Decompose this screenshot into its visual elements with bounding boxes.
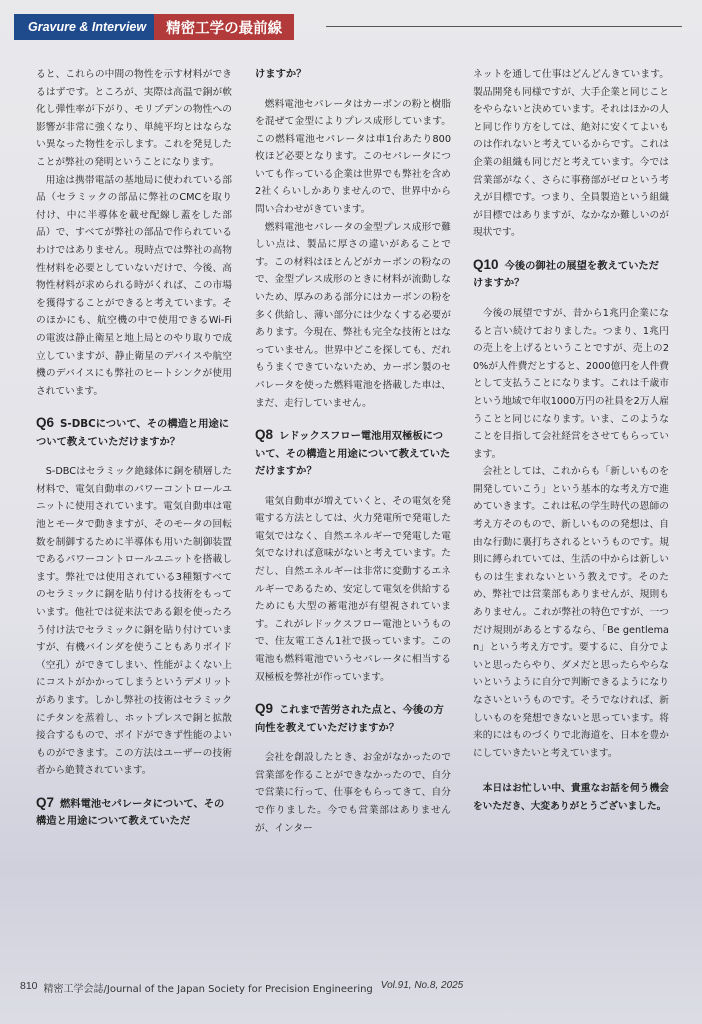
column-3 bbox=[473, 66, 669, 816]
question-heading bbox=[255, 426, 451, 481]
section-header bbox=[14, 14, 294, 40]
body-paragraph: 燃料電池セパレータはカーボンの粉と樹脂を混ぜて金型によりプレス成形しています。この燃料電池セパレータは車1台あたり800枚ほど必要となります。このセパレータについても作っている企業は世界でも弊社を含め2社くらいしかありませんので、世界中から問い合わせがきています。 bbox=[255, 98, 451, 216]
body-paragraph: 今後の展望ですが、昔から1兆円企業になると言い続けておりました。つまり、1兆円の売上を上げるということですが、売上の20%が人件費だとすると、2000億円を人件費として支払うことになります。これは千歳市という地域で年収1000万円の社員を2万人雇うことと同じになります。いま、このようなことを目指して会社経営をさせてもらっています。 bbox=[473, 307, 669, 460]
header-rule bbox=[326, 26, 682, 27]
question-number: Q8 bbox=[255, 427, 274, 443]
body-paragraph: 燃料電池セパレータの金型プレス成形で難しい点は、製品に厚さの違いがあることです。この材料はほとんどがカーボンの粉なので、金型プレス成形のときに材料が流動しないため、厚みのある部分にはカーボンの粉を多く供給し、薄い部分には少なくする必要があります。今現在、弊社も完全な技術とはなっていません。世界中どこを探しても、だれもうまくできていないため、カーボン製のセパレータを使った燃料電池を搭載した車は、まだ、走行していません。 bbox=[255, 221, 451, 409]
body-paragraph: ネットを通して仕事はどんどんきています。製品開発も同様ですが、大手企業と同じことをやらないと決めています。それはほかの人と同じ作り方をしては、絶対に安くてよいものは作れないと考えているからです。これは企業の組織も同じだと考えています。今では営業部がなく、さらに事務部がゼロという考えが目標です。つまり、全員製造という組織が目標ではありますが、なかなか難しいのが現状です。 bbox=[473, 69, 669, 239]
question-heading bbox=[255, 66, 451, 84]
volume-info: Vol.91, No.8, 2025 bbox=[380, 980, 464, 991]
question-text: けますか？ bbox=[255, 68, 307, 80]
question-number: Q9 bbox=[255, 701, 274, 717]
body-paragraph: ると、これらの中間の物性を示す材料ができるはずです。ところが、実際は高温で銅が軟化し弾性率が下がり、モリブデンの物性への影響が非常に強くなり、単純平均とはならない異なった物性を示します。これを発見したことが弊社の発明ということになります。 bbox=[36, 69, 232, 168]
page-number: 810 bbox=[20, 980, 38, 992]
section-label: Gravure & Interview bbox=[14, 14, 154, 40]
body-paragraph: 用途は携帯電話の基地局に使われている部品（セラミックの部品に弊社のCMCを取り付け、中に半導体を載せ配線し蓋をした部品）で、すべてが弊社の部品で作られているわけではありません。現時点では弊社の高物性材料を必要としていないだけで、今後、高物性材料が求められる時がくれば、この市場を獲得することができると考えています。そのほかにも、航空機の中で使用できるWi-Fiの電波は静止衛星と地上局とのやり取りで成立していますが、静止衛星のデバイスや航空機のデバイスにも弊社のヒートシンクが使用されています。 bbox=[36, 174, 232, 397]
closing-remark: 本日はお忙しい中、貴重なお話を伺う機会をいただき、大変ありがとうございました。 bbox=[473, 783, 669, 812]
body-paragraph: S-DBCはセラミック絶縁体に銅を積層した材料で、電気自動車のパワーコントロールユニットに使用されています。電気自動車は電池とモータで動きますが、そのモータの回転数を制御するために半導体も用いた制御装置であるパワーコントロールユニットを搭載します。弊社では使用されている3種類すべてのセラミックに銅を貼り付ける技術をもっています。他社では従来法である銀を使ったろう付け法でセラミックに銅を貼り付けていますが、有機バインダを使うこともありボイド（空孔）ができてしまい、性能がよくない上にコストがかかってしまうというデメリットがあります。しかし弊社の技術はセラミックにチタンを蒸着し、ホットプレスで銅と拡散接合するもので、ボイドができず性能のよいものができます。この方法はユーザーの技術者から絶賛されています。 bbox=[36, 466, 232, 777]
page-title: 精密工学の最前線 bbox=[154, 14, 294, 40]
question-number: Q7 bbox=[36, 794, 55, 810]
question-text: S-DBCについて、その構造と用途について教えていただけますか？ bbox=[36, 418, 230, 448]
question-text: 今後の御社の展望を教えていただけますか？ bbox=[473, 259, 659, 290]
question-heading bbox=[473, 256, 669, 293]
column-1 bbox=[36, 66, 232, 843]
question-heading bbox=[36, 794, 232, 831]
body-paragraph: 会社としては、これからも「新しいものを開発していこう」という基本的な考え方で進めていきます。これは私の学生時代の恩師の考え方そのもので、新しいものの発想は、自由な行動に裏打ちされるというものです。規則に縛られていては、生活の中からは新しいものは生まれないという教えです。そのため、弊社では営業部もありませんが、規則もありません。これが弊社の特色ですが、一つだけ規則があるとするなら、「Be gentleman」という考え方です。要するに、自分でよいと思ったらやり、ダメだと思ったらやらないというように自分で判断できるようになりなさいというものです。そうでなければ、新しいものを発想できないと思っています。将来的にはものづくりで北海道を、日本を豊かにしていきたいと考えています。 bbox=[473, 466, 669, 759]
question-number: Q10 bbox=[473, 256, 499, 272]
question-heading bbox=[36, 414, 232, 451]
question-text: これまで苦労された点と、今後の方向性を教えていただけますか？ bbox=[255, 704, 444, 734]
question-number: Q6 bbox=[36, 415, 55, 431]
question-heading bbox=[255, 700, 451, 737]
journal-name: 精密工学会誌/Journal of the Japan Society for Precision Engineering bbox=[43, 984, 373, 995]
question-text: レドックスフロー電池用双極板について、その構造と用途について教えていただけますか？ bbox=[255, 430, 451, 478]
question-text: 燃料電池セパレータについて、その構造と用途について教えていただ bbox=[36, 797, 225, 828]
column-2 bbox=[255, 66, 451, 837]
page-footer bbox=[20, 980, 682, 996]
body-paragraph: 会社を創設したとき、お金がなかったので営業部を作ることができなかったので、自分で営業に行って、仕事をもらってきて、自分で作りました。今でも営業部はありませんが、インター bbox=[255, 752, 451, 834]
body-paragraph: 電気自動車が増えていくと、その電気を発電する方法としては、火力発電所で発電した電気ではなく、自然エネルギーで発電した電気でなければ意味がないと考えています。ただし、自然エネルギーは非常に変動するエネルギーであるため、安定して電気を供給するためにも大型の蓄電池が有望視されています。これがレドックスフロー電池というもので、住友電工さん1社で扱っています。この電池も燃料電池でいうセパレータに相当する双極板を弊社が作っています。 bbox=[255, 495, 451, 683]
